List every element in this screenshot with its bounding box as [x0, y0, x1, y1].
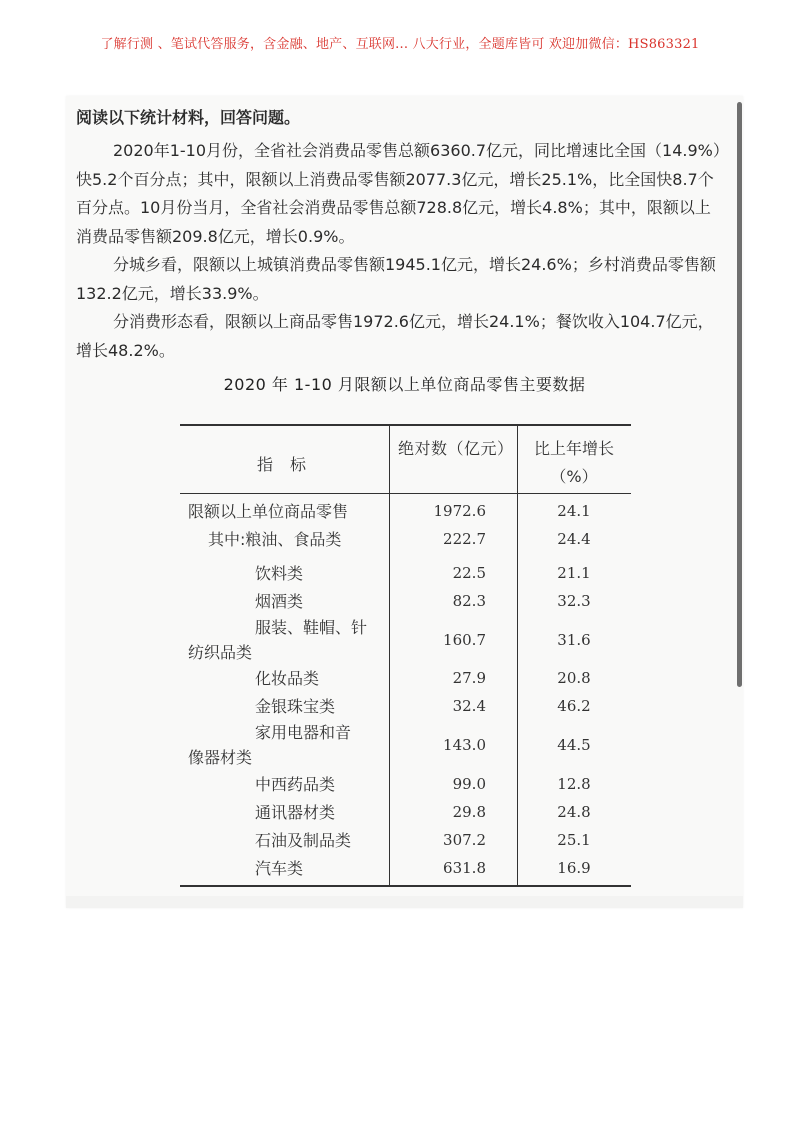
row-abs: 1972.6 [433, 502, 486, 520]
row-label-continued: 像器材类 [188, 748, 253, 767]
row-abs: 143.0 [443, 736, 486, 754]
row-abs: 99.0 [452, 775, 486, 793]
row-label: 汽车类 [255, 859, 304, 878]
header-absolute: 绝对数（亿元） [398, 439, 514, 458]
question-intro: 阅读以下统计材料，回答问题。 [76, 108, 301, 127]
row-growth: 32.3 [557, 592, 591, 610]
row-label: 石油及制品类 [255, 831, 352, 850]
row-abs: 22.5 [452, 564, 486, 582]
row-growth: 31.6 [557, 631, 591, 649]
table-title: 2020 年 1-10 月限额以上单位商品零售主要数据 [223, 375, 586, 394]
paragraph-3: 分消费形态看，限额以上商品零售1972.6亿元，增长24.1%；餐饮收入104.7亿元，增长48.2%。 [76, 312, 714, 360]
data-table [180, 424, 631, 887]
row-growth: 25.1 [557, 831, 591, 849]
row-label: 化妆品类 [255, 669, 320, 688]
row-label: 金银珠宝类 [255, 697, 336, 716]
header-growth-line2: （%） [550, 467, 598, 486]
row-abs: 307.2 [443, 831, 486, 849]
header-growth-line1: 比上年增长 [533, 439, 614, 458]
promo-banner: 了解行测 、笔试代答服务，含金融、地产、互联网... 八大行业，全题库皆可 欢迎加微信：HS863321 [100, 37, 700, 52]
row-abs: 160.7 [443, 631, 486, 649]
header-indicator: 指 标 [256, 455, 313, 474]
row-growth: 44.5 [557, 736, 591, 754]
paragraph-1: 2020年1-10月份，全省社会消费品零售总额6360.7亿元，同比增速比全国（14.9%）快5.2个百分点；其中，限额以上消费品零售额2077.3亿元，增长25.1%，比全国快8.7个百分点。10月份当月，全省社会消费品零售总额728.8亿元，增长4.8%；其中，限额以上消费品零售额209.8亿元，增长0.9%。 [76, 141, 721, 246]
row-label-continued: 纺织品类 [188, 643, 253, 662]
row-abs: 32.4 [452, 697, 486, 715]
paragraph-2: 分城乡看，限额以上城镇消费品零售额1945.1亿元，增长24.6%；乡村消费品零售额132.2亿元，增长33.9%。 [76, 255, 716, 303]
column-divider [389, 426, 390, 885]
photo-bottom-edge [66, 896, 743, 908]
row-abs: 27.9 [452, 669, 486, 687]
row-label: 烟酒类 [255, 592, 304, 611]
row-label: 家用电器和音 [255, 723, 352, 742]
row-label: 中西药品类 [255, 775, 336, 794]
row-abs: 82.3 [452, 592, 486, 610]
row-abs: 631.8 [443, 859, 486, 877]
row-growth: 20.8 [557, 669, 591, 687]
row-growth: 16.9 [557, 859, 591, 877]
row-growth: 46.2 [557, 697, 591, 715]
row-growth: 24.8 [557, 803, 591, 821]
column-divider [517, 426, 518, 885]
row-label: 通讯器材类 [255, 803, 336, 822]
row-label: 限额以上单位商品零售 [188, 502, 349, 521]
row-growth: 24.4 [557, 530, 591, 548]
row-growth: 24.1 [557, 502, 591, 520]
row-growth: 21.1 [557, 564, 591, 582]
header-growth [520, 435, 628, 491]
row-abs: 29.8 [452, 803, 486, 821]
row-growth: 12.8 [557, 775, 591, 793]
header-divider [180, 493, 631, 494]
row-label: 饮料类 [255, 564, 304, 583]
row-abs: 222.7 [443, 530, 486, 548]
row-label: 服装、鞋帽、针 [255, 618, 368, 637]
row-label: 其中:粮油、食品类 [208, 530, 342, 549]
